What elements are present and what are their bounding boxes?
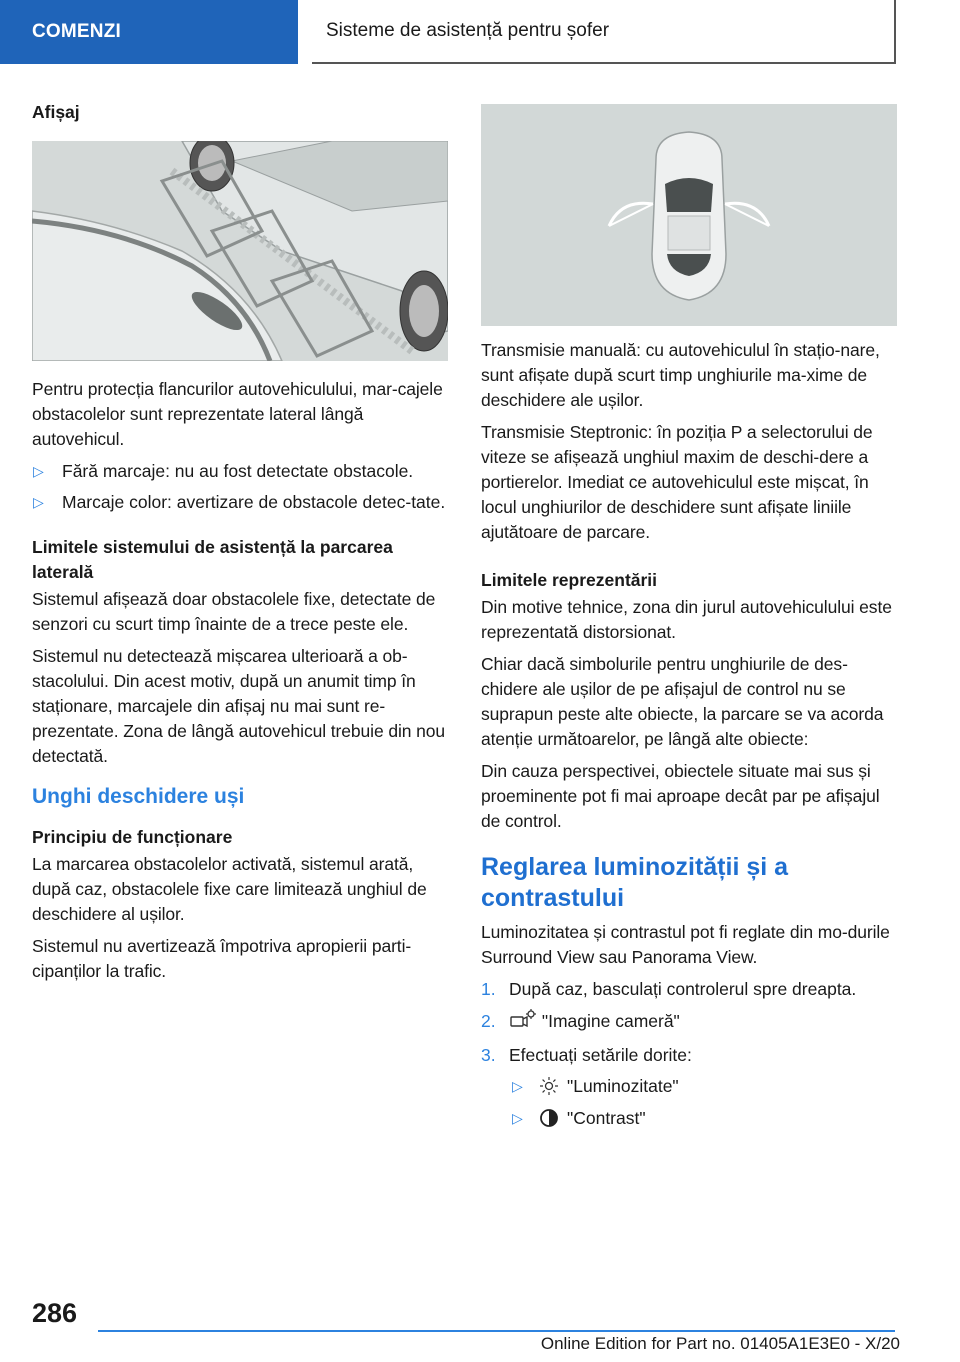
steptronic-paragraph: Transmisie Steptronic: în poziția P a selectorului de viteze se afișează unghiul maxim de deschi-dere a portierelor. Imediat ce autovehiculul este mișcat, în locul unghiurilor de deschidere sunt afișate liniile ajutătoare de parcare.	[481, 422, 873, 542]
list-item	[32, 459, 448, 484]
bullet-text: Fără marcaje: nu au fost detectate obstacole.	[62, 461, 414, 481]
step-text: După caz, basculați controlerul spre dreapta.	[509, 979, 857, 999]
representation-paragraph-3: Din cauza perspectivei, obiectele situate mai sus și proeminente pot fi mai aproape decât par pe afișajul de control.	[481, 761, 880, 831]
triangle-bullet-icon: ▷	[512, 1110, 523, 1126]
triangle-bullet-icon: ▷	[33, 494, 44, 510]
right-column	[481, 104, 897, 1138]
side-protection-paragraph: Pentru protecția flancurilor autovehiculului, mar-cajele obstacolelor sunt reprezentate lateral lângă autovehicul.	[32, 379, 443, 449]
manual-transmission-paragraph: Transmisie manuală: cu autovehiculul în stațio-nare, sunt afișate după scurt timp unghiurile ma-xime de deschidere ale ușilor.	[481, 340, 880, 410]
door-angle-figure	[481, 104, 897, 326]
list-item	[481, 1043, 897, 1131]
display-heading: Afișaj	[32, 102, 80, 122]
representation-paragraph-1: Din motive tehnice, zona din jurul autovehiculului este reprezentată distorsionat.	[481, 597, 892, 642]
step-number: 3.	[481, 1045, 496, 1065]
list-item	[509, 1106, 897, 1131]
left-column	[32, 100, 448, 991]
bullet-text: Marcaje color: avertizare de obstacole detec-tate.	[62, 492, 446, 512]
settings-substeps	[509, 1074, 897, 1131]
limits-heading: Limitele sistemului de asistență la parcarea laterală	[32, 537, 393, 582]
representation-limits-heading: Limitele reprezentării	[481, 570, 658, 590]
principle-paragraph-1: La marcarea obstacolelor activată, sistemul arată, după caz, obstacolele fixe care limitează unghiul de deschidere al ușilor.	[32, 854, 427, 924]
marking-bullets	[32, 459, 448, 515]
side-parking-figure	[32, 141, 448, 361]
section-tab: COMENZI	[0, 0, 298, 64]
triangle-bullet-icon: ▷	[33, 463, 44, 479]
door-angle-heading: Unghi deschidere uși	[32, 785, 245, 808]
list-item	[481, 977, 897, 1002]
principle-paragraph-2: Sistemul nu avertizează împotriva apropierii parti-cipanților la trafic.	[32, 936, 412, 981]
step-number: 2.	[481, 1011, 496, 1031]
camera-settings-icon	[509, 1009, 537, 1036]
chapter-title: Sisteme de asistență pentru șofer	[312, 0, 896, 64]
edition-footer: Online Edition for Part no. 01405A1E3E0 - X/20	[540, 1334, 900, 1353]
substep-text: "Luminozitate"	[567, 1076, 679, 1096]
step-text: "Imagine cameră"	[541, 1011, 680, 1032]
side-parking-illustration	[32, 141, 448, 361]
limits-paragraph-1: Sistemul afișează doar obstacolele fixe, detectate de senzori cu scurt timp înainte de a trece peste ele.	[32, 589, 436, 634]
list-item	[481, 1009, 897, 1036]
limits-paragraph-2: Sistemul nu detectează mișcarea ulterioară a ob-stacolului. Din acest motiv, după un anumit timp în staționare, marcajele din afișaj nu mai sunt re-prezentate. Zona de lângă autovehicul trebuie din nou detectată.	[32, 646, 446, 766]
contrast-icon	[535, 1108, 563, 1135]
substep-text: "Contrast"	[567, 1108, 646, 1128]
settings-steps	[481, 977, 897, 1131]
step-number: 1.	[481, 979, 496, 999]
brightness-icon	[535, 1076, 563, 1103]
footer-divider	[98, 1330, 895, 1332]
list-item	[509, 1074, 897, 1099]
representation-paragraph-2: Chiar dacă simbolurile pentru unghiurile de des-chidere ale ușilor de pe afișajul de control nu se suprapun peste alte obiecte, la parcare se va acorda atenție următoarelor, pe lângă alte obiecte:	[481, 654, 884, 749]
step-text: Efectuați setările dorite:	[509, 1045, 692, 1065]
brightness-paragraph: Luminozitatea și contrastul pot fi reglate din mo-durile Surround View sau Panorama View.	[481, 922, 890, 967]
principle-heading: Principiu de funcționare	[32, 827, 233, 847]
list-item	[32, 490, 448, 515]
door-angle-illustration	[481, 104, 897, 326]
page-number: 286	[32, 1298, 78, 1328]
triangle-bullet-icon: ▷	[512, 1078, 523, 1094]
brightness-contrast-heading: Reglarea luminozității și a contrastului	[481, 853, 789, 912]
